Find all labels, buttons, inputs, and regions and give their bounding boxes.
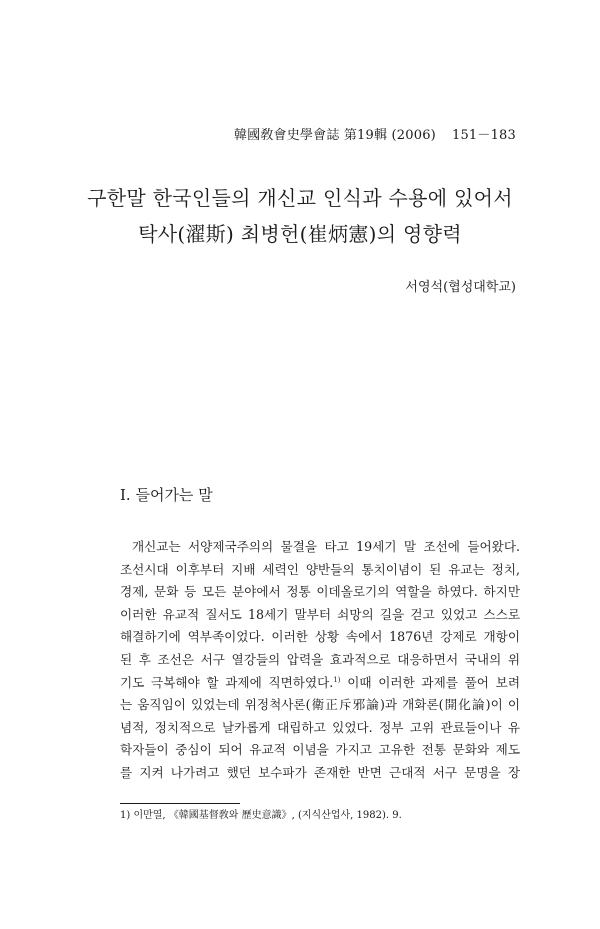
- body-line: 념적, 정치적으로 날카롭게 대립하고 있었다. 정부 고위 관료들이나 유: [120, 719, 520, 735]
- footnote-divider: [120, 803, 240, 804]
- body-line: 를 지켜 나가려고 했던 보수파가 존재한 반면 근대적 서구 문명을 장: [120, 764, 520, 780]
- title-line-2: 탁사(濯斯) 최병헌(崔炳憲)의 영향력: [138, 222, 462, 246]
- body-line: [120, 672, 520, 695]
- title-line-1: 구한말 한국인들의 개신교 인식과 수용에 있어서: [87, 186, 513, 210]
- body-line: 경제, 문화 등 모든 분야에서 정통 이데올로기의 역할을 하였다. 하지만: [120, 584, 520, 600]
- journal-header: [234, 124, 516, 143]
- body-line: 된 후 조선은 서구 열강들의 압력을 효과적으로 대응하면서 국내의 위: [120, 651, 520, 667]
- page-range: 151－183: [451, 128, 516, 143]
- footnote: 1) 이만열, 《韓國基督敎와 歷史意識》, (지식산업사, 1982). 9.: [120, 810, 402, 821]
- body-line: 개신교는 서양제국주의의 물결을 타고 19세기 말 조선에 들어왔다.: [131, 539, 520, 554]
- body-line-text: 이때 이러한 과제를 풀어 보려: [340, 674, 521, 690]
- author: 서영석(협성대학교): [405, 280, 516, 295]
- body-line: 해결하기에 역부족이었다. 이러한 상황 속에서 1876년 강제로 개항이: [120, 629, 520, 645]
- journal-name: 韓國敎會史學會誌 第19輯 (2006): [233, 128, 436, 143]
- footnote-marker: 1): [333, 675, 341, 684]
- body-paragraph: [120, 536, 520, 785]
- body-line-text: 기도 극복해야 할 과제에 직면하였다.: [120, 674, 334, 690]
- body-line: 이러한 유교적 질서도 18세기 말부터 쇠망의 길을 걷고 있었고 스스로: [120, 606, 520, 622]
- body-line: 는 움직임이 있었는데 위정척사론(衛正斥邪論)과 개화론(開化論)이 이: [120, 697, 520, 713]
- body-line: 조선시대 이후부터 지배 세력인 양반들의 통치이념이 된 유교는 정치,: [120, 561, 520, 577]
- section-heading: I. 들어가는 말: [120, 486, 213, 504]
- body-line: 학자들이 중심이 되어 유교적 이념을 가지고 고유한 전통 문화와 제도: [120, 742, 520, 758]
- paper-title: [0, 180, 600, 252]
